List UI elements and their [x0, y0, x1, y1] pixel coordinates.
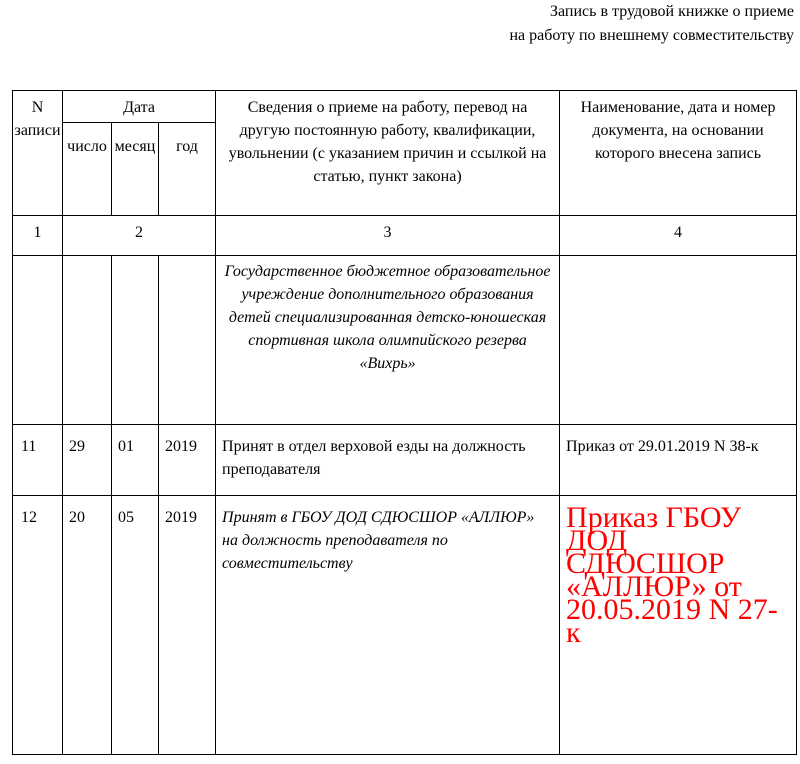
record-day: 20: [63, 496, 112, 755]
header-row-1: [13, 91, 797, 123]
column-number-1: 1: [13, 216, 63, 256]
empty-cell: [63, 256, 112, 425]
header-date: Дата: [63, 91, 216, 123]
record-number: 12: [13, 496, 63, 755]
empty-cell: [560, 256, 797, 425]
table-row: [13, 425, 797, 496]
header-year: год: [159, 123, 216, 216]
heading-line-2: на работу по внешнему совместительству: [509, 27, 794, 44]
empty-cell: [112, 256, 159, 425]
organization-row: [13, 256, 797, 425]
header-info: Сведения о приеме на работу, перевод на другую постоянную работу, квалификации, увольнении (с указанием причин и ссылкой на статью, пункт закона): [216, 91, 560, 216]
column-number-row: [13, 216, 797, 256]
record-document: Приказ от 29.01.2019 N 38-к: [560, 425, 797, 496]
column-number-4: 4: [560, 216, 797, 256]
record-info: Принят в ГБОУ ДОД СДЮСШОР «АЛЛЮР» на должность преподавателя по совместительству: [216, 496, 560, 755]
record-number: 11: [13, 425, 63, 496]
document-heading: [509, 0, 794, 48]
header-record-number: N записи: [13, 91, 63, 216]
column-number-3: 3: [216, 216, 560, 256]
heading-line-1: Запись в трудовой книжке о приеме: [550, 3, 794, 20]
header-month: месяц: [112, 123, 159, 216]
header-day: число: [63, 123, 112, 216]
empty-cell: [159, 256, 216, 425]
record-document-highlighted: Приказ ГБОУ ДОД СДЮСШОР «АЛЛЮР» от 20.05.2019 N 27-к: [560, 496, 797, 755]
record-day: 29: [63, 425, 112, 496]
record-info: Принят в отдел верховой езды на должность преподавателя: [216, 425, 560, 496]
record-month: 05: [112, 496, 159, 755]
organization-name: Государственное бюджетное образовательное учреждение дополнительного образования детей специализированная детско-юношеская спортивная школа олимпийского резерва «Вихрь»: [224, 263, 551, 372]
record-year: 2019: [159, 425, 216, 496]
employment-record-table: [12, 90, 797, 755]
record-year: 2019: [159, 496, 216, 755]
organization-cell: [216, 256, 560, 425]
column-number-2: 2: [63, 216, 216, 256]
record-month: 01: [112, 425, 159, 496]
empty-cell: [13, 256, 63, 425]
header-document: Наименование, дата и номер документа, на основании которого внесена запись: [560, 91, 797, 216]
table-row: [13, 496, 797, 755]
